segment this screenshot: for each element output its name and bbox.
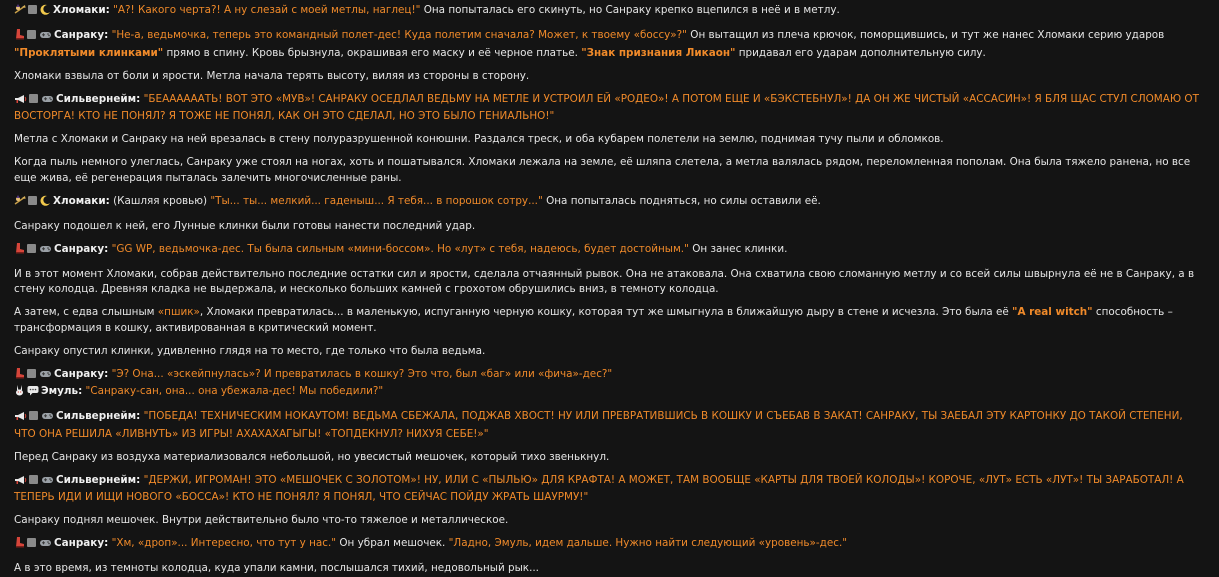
gamepad-icon — [41, 411, 54, 427]
speaker-name: Хломаки: — [53, 194, 110, 207]
dialogue-line — [14, 3, 1207, 21]
speaker-name: Санраку: — [54, 537, 109, 549]
gamepad-icon — [41, 475, 54, 491]
speaker-name: Сильвернейм: — [56, 473, 141, 486]
narration-text: Он занес клинки. — [688, 242, 788, 255]
narration-text: Он убрал мешочек. — [336, 537, 449, 549]
narration-paragraph: Когда пыль немного улеглась, Санраку уже стоял на ногах, хоть и пошатывался. Хломаки лежала на земле, её шляпа слетела, а метла валялась рядом, переломленная пополам. Она была тяжело ранена, но все еще жива, её регенерация пыталась залечить многочисленные раны. — [14, 156, 1191, 184]
dialogue-line — [14, 28, 1207, 61]
square-icon — [29, 411, 38, 420]
narration-paragraph: Санраку опустил клинки, удивленно глядя на то место, где только что была ведьма. — [14, 344, 486, 357]
quoted-speech: "Не-а, ведьмочка, теперь это командный полет-дес! Куда полетим сначала? Может, к твоему «боссу»?" — [111, 29, 687, 41]
speaker-name: Санраку: — [54, 367, 109, 380]
narration-text: , Хломаки превратилась... в маленькую, испуганную черную кошку, которая тут же шмыгнула в ближайшую дыру в стене и исчезла. Это была её — [199, 306, 1013, 318]
quoted-speech: "Ты... ты... мелкий... гаденыш... Я тебя... в порошок сотру..." — [210, 194, 543, 207]
narration-text: А затем, с едва слышным — [14, 306, 158, 318]
speaker-name: Хломаки: — [53, 4, 110, 16]
quoted-speech: «пшик» — [157, 306, 200, 318]
dialogue-line — [14, 194, 1207, 212]
dialogue-line — [14, 367, 1207, 385]
gamepad-icon — [41, 94, 54, 110]
narration-paragraph: Перед Санраку из воздуха материализовался небольшой, но увесистый мешочек, который тихо звенькнул. — [14, 450, 610, 463]
broom-icon — [14, 195, 26, 212]
quoted-speech: "GG WP, ведьмочка-дес. Ты была сильным «мини-боссом». Но «лут» с тебя, надеюсь, будет достойным." — [111, 242, 689, 255]
quoted-speech: "Э? Она... «эскейпнулась»? И превратилась в кошку? Это что, был «баг» или «фича»-дес?" — [111, 367, 613, 380]
moon-icon — [40, 4, 51, 21]
gamepad-icon — [39, 369, 52, 385]
narration-text: способность – трансформация в кошку, активированная в критический момент. — [14, 306, 1173, 334]
dialogue-line — [14, 409, 1207, 442]
quoted-speech: "Ладно, Эмуль, идем дальше. Нужно найти следующий «уровень»-дес." — [448, 537, 848, 549]
dialogue-line — [14, 473, 1207, 506]
narration-paragraph: Метла с Хломаки и Санраку на ней врезалась в стену полуразрушенной конюшни. Раздался треск, и оба кубарем полетели на землю, поднимая тучу пыли и обломков. — [14, 133, 944, 145]
square-icon — [27, 244, 36, 253]
speech-bubble-icon — [27, 385, 39, 402]
narration-paragraph: И в этот момент Хломаки, собрав действительно последние остатки сил и ярости, сделала отчаянный рывок. Она не атаковала. Она схватила свою сломанную метлу и со всей силы швырнула её не в Санраку, а в стену колодца. Древняя кладка не выдержала, и несколько больших камней с грохотом обрушились вниз, в темноту колодца. — [14, 267, 1195, 295]
speaker-name: Эмуль: — [41, 385, 83, 397]
square-icon — [27, 30, 36, 39]
narration-paragraph: Санраку подошел к ней, его Лунные клинки были готовы нанести последний удар. — [14, 219, 476, 232]
narration-paragraph: А в это время, из темноты колодца, куда упали камни, послышался тихий, недовольный рык... — [14, 562, 539, 574]
boot-icon — [14, 537, 25, 554]
megaphone-icon — [14, 475, 27, 491]
narration-text: придавал его ударам дополнительную силу. — [735, 46, 986, 59]
gamepad-icon — [39, 538, 52, 554]
highlighted-term: "Знак признания Ликаон" — [581, 46, 736, 59]
rabbit-icon — [14, 385, 25, 402]
square-icon — [29, 475, 38, 484]
megaphone-icon — [14, 94, 27, 110]
speaker-name: Санраку: — [54, 29, 109, 41]
speaker-name: Сильвернейм: — [56, 410, 141, 422]
square-icon — [28, 196, 37, 205]
gamepad-icon — [39, 244, 52, 260]
dialogue-line — [14, 536, 1207, 554]
moon-icon — [40, 195, 51, 212]
dialogue-line — [14, 305, 1207, 336]
dialogue-line — [14, 384, 1207, 402]
dialogue-line — [14, 242, 1207, 260]
dialogue-line — [14, 92, 1207, 125]
quoted-speech: "Хм, «дроп»... Интересно, что тут у нас." — [111, 537, 337, 549]
boot-icon — [14, 243, 25, 260]
broom-icon — [14, 4, 26, 21]
square-icon — [27, 369, 36, 378]
boot-icon — [14, 29, 25, 46]
quoted-speech: "БЕААААААТЬ! ВОТ ЭТО «МУВ»! САНРАКУ ОСЕДЛАЛ ВЕДЬМУ НА МЕТЛЕ И УСТРОИЛ ЕЙ «РОДЕО»! А ПОТОМ ЕЩЕ И «БЭКСТЕБНУЛ»! ДА ОН ЖЕ ЧИСТЫЙ «АССАСИН»! Я БЛЯ ЩАС СТУЛ СЛОМАЮ ОТ ВОСТОРГА! КТО НЕ ПОНЯЛ? Я ТОЖЕ НЕ ПОНЯЛ, КАК ОН ЭТО СДЕЛАЛ, НО ЭТО БЫЛО ГЕНИАЛЬНО!" — [14, 92, 1199, 122]
boot-icon — [14, 368, 25, 385]
highlighted-term: "A real witch" — [1012, 306, 1093, 318]
quoted-speech: "ДЕРЖИ, ИГРОМАН! ЭТО «МЕШОЧЕК С ЗОЛОТОМ»! НУ, ИЛИ С «ПЫЛЬЮ» ДЛЯ КРАФТА! А МОЖЕТ, ТАМ ВООБЩЕ «КАРТЫ ДЛЯ ТВОЕЙ КОЛОДЫ»! КОРОЧЕ, «ЛУТ» ЕСТЬ «ЛУТ»! ТЫ ЗАРАБОТАЛ! А ТЕПЕРЬ ИДИ И ИЩИ НОВОГО «БОССА»! КТО НЕ ПОНЯЛ? Я ПОНЯЛ, ЧТО СЕЙЧАС ПОЙДУ ЖРАТЬ ШАУРМУ!" — [14, 473, 1184, 503]
square-icon — [29, 94, 38, 103]
narration-text: прямо в спину. Кровь брызнула, окрашивая его маску и её черное платье. — [163, 46, 582, 59]
quoted-speech: "Санраку-сан, она... она убежала-дес! Мы победили?" — [85, 385, 384, 397]
narration-text: Она попыталась подняться, но силы оставили её. — [542, 194, 821, 207]
narration-text: (Кашляя кровью) — [109, 194, 211, 207]
narration-text: Он вытащил из плеча крючок, поморщившись, и тут же нанес Хломаки серию ударов — [686, 29, 1165, 41]
quoted-speech: "А?! Какого черта?! А ну слезай с моей метлы, наглец!" — [113, 4, 421, 16]
square-icon — [27, 538, 36, 547]
gamepad-icon — [39, 30, 52, 46]
narration-text: Она попыталась его скинуть, но Санраку крепко вцепился в неё и в метлу. — [420, 4, 840, 16]
megaphone-icon — [14, 411, 27, 427]
highlighted-term: "Проклятыми клинками" — [14, 46, 164, 59]
speaker-name: Санраку: — [54, 242, 109, 255]
square-icon — [28, 5, 37, 14]
quoted-speech: "ПОБЕДА! ТЕХНИЧЕСКИМ НОКАУТОМ! ВЕДЬМА СБЕЖАЛА, ПОДЖАВ ХВОСТ! НУ ИЛИ ПРЕВРАТИВШИСЬ В КОШКУ И СЪЕБАВ В ЗАКАТ! САНРАКУ, ТЫ ЗАЕБАЛ ЭТУ КАРТОНКУ ДО ТАКОЙ СТЕПЕНИ, ЧТО ОНА РЕШИЛА «ЛИВНУТЬ» ИЗ ИГРЫ! АХАХАХАГЫГЫ! «ТОПДЕКНУЛ? НИХУЯ СЕБЕ!»" — [14, 410, 1183, 440]
narration-paragraph: Хломаки взвыла от боли и ярости. Метла начала терять высоту, виляя из стороны в сторону. — [14, 69, 530, 82]
narration-paragraph: Санраку поднял мешочек. Внутри действительно было что-то тяжелое и металлическое. — [14, 514, 509, 526]
speaker-name: Сильвернейм: — [56, 92, 141, 105]
